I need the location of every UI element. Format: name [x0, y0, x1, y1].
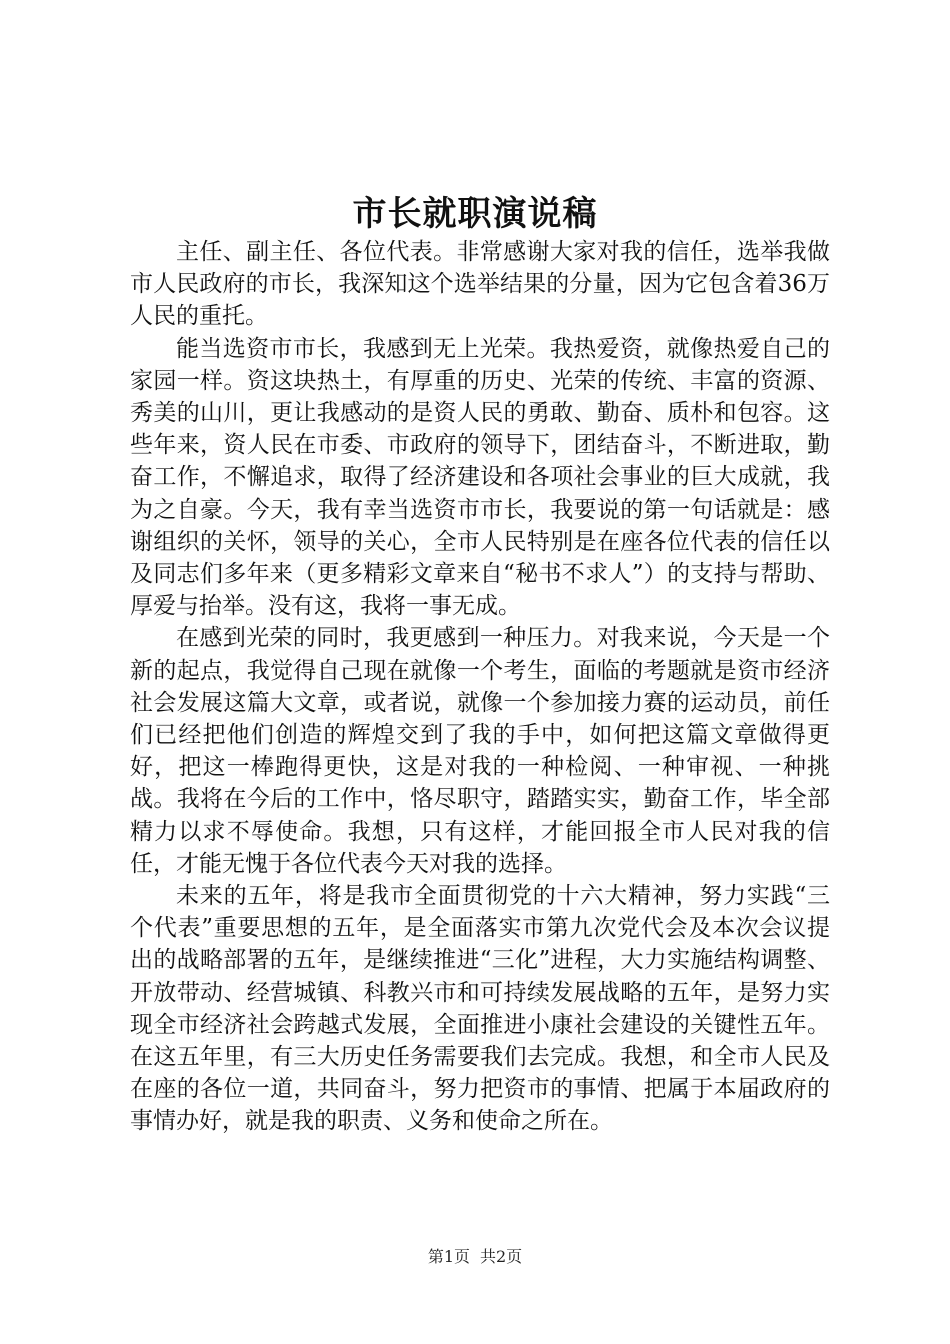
- paragraph: 能当选资市市长，我感到无上光荣。我热爱资，就像热爱自己的家园一样。资这块热土，有厚重的历史、光荣的传统、丰富的资源、秀美的山川，更让我感动的是资人民的勇敢、勤奋、质朴和包容。这些年来，资人民在市委、市政府的领导下，团结奋斗，不断进取，勤奋工作，不懈追求，取得了经济建设和各项社会事业的巨大成就，我为之自豪。今天，我有幸当选资市市长，我要说的第一句话就是：感谢组织的关怀，领导的关心，全市人民特别是在座各位代表的信任以及同志们多年来（更多精彩文章来自“秘书不求人”）的支持与帮助、厚爱与抬举。没有这，我将一事无成。: [130, 335, 830, 620]
- document-body: [130, 236, 830, 1138]
- page-number: 第1页: [427, 1247, 470, 1266]
- paragraph: 在感到光荣的同时，我更感到一种压力。对我来说，今天是一个新的起点，我觉得自己现在就像一个考生，面临的考题就是资市经济社会发展这篇大文章，或者说，就像一个参加接力赛的运动员，前任们已经把他们创造的辉煌交到了我的手中，如何把这篇文章做得更好，把这一棒跑得更快，这是对我的一种检阅、一种审视、一种挑战。我将在今后的工作中，恪尽职守，踏踏实实，勤奋工作，毕全部精力以求不辱使命。我想，只有这样，才能回报全市人民对我的信任，才能无愧于各位代表今天对我的选择。: [130, 625, 830, 877]
- page-footer: [0, 1244, 950, 1267]
- page-total: 共2页: [480, 1247, 523, 1266]
- document-title: 市长就职演说稿: [352, 194, 598, 234]
- paragraph: 主任、副主任、各位代表。非常感谢大家对我的信任，选举我做市人民政府的市长，我深知这个选举结果的分量，因为它包含着36万人民的重托。: [130, 239, 830, 330]
- paragraph: 未来的五年，将是我市全面贯彻党的十六大精神，努力实践“三个代表”重要思想的五年，是全面落实市第九次党代会及本次会议提出的战略部署的五年，是继续推进“三化”进程，大力实施结构调整、开放带动、经营城镇、科教兴市和可持续发展战略的五年，是努力实现全市经济社会跨越式发展，全面推进小康社会建设的关键性五年。在这五年里，有三大历史任务需要我们去完成。我想，和全市人民及在座的各位一道，共同奋斗，努力把资市的事情、把属于本届政府的事情办好，就是我的职责、义务和使命之所在。: [130, 883, 830, 1135]
